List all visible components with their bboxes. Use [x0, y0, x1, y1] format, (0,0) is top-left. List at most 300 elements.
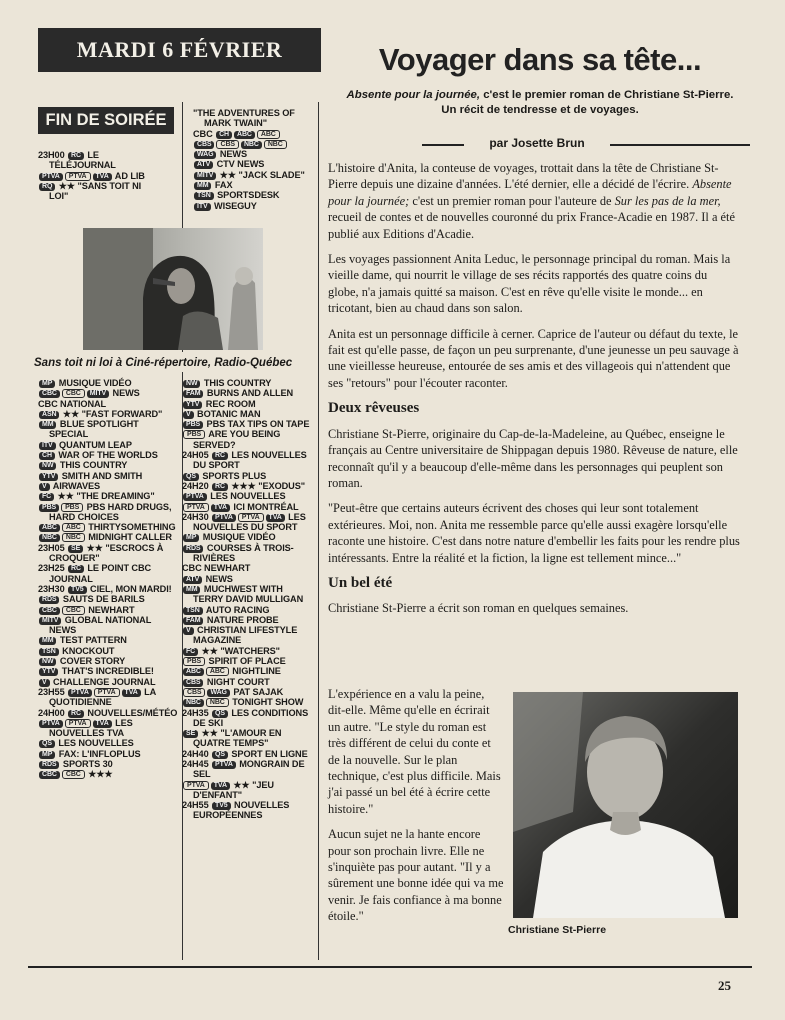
listing-text: AIRWAVES [50, 480, 101, 491]
listing-entry [182, 646, 312, 656]
channel-badge-outline: PBS [183, 430, 205, 439]
listing-text: CHRISTIAN LIFESTYLE MAGAZINE [193, 625, 298, 646]
listing-text: CIEL, MON MARDI! [87, 583, 172, 594]
caption-film-title: Sans toit ni loi [34, 357, 113, 369]
listing-text: SPIRIT OF PLACE [206, 656, 286, 667]
listing-text: 23H55 [38, 686, 68, 697]
date-header-text: MARDI 6 FÉVRIER [76, 37, 283, 62]
film-still-image [83, 228, 263, 350]
listing-entry [38, 450, 178, 460]
listing-text: PBS HARD DRUGS, HARD CHOICES [49, 501, 172, 522]
paragraph-7: Aucun sujet ne la hante encore pour son prochain livre. Elle ne s'inquiète pas pour autant. "Il y a sûrement une bonne idée qui va me venir. Je fais confiance à ma bonne étoile." [328, 827, 504, 924]
listing-entry [182, 388, 312, 398]
channel-badge: SE [68, 545, 83, 553]
author-portrait-photo [513, 692, 738, 918]
listing-text: ★★ "JACK SLADE" [217, 169, 305, 180]
author-photo-caption: Christiane St-Pierre [508, 924, 607, 936]
channel-badge: NW [39, 462, 56, 470]
listing-text: "THE ADVENTURES OF MARK TWAIN" [193, 108, 295, 129]
channel-badge-outline: ABC [62, 523, 85, 532]
channel-badge-outline: CBC [62, 770, 85, 779]
channel-badge: NBC [183, 699, 204, 707]
listing-entry [182, 605, 312, 615]
listing-entry [182, 615, 312, 625]
channel-badge-outline: ABC [257, 130, 280, 139]
listing-text: 24H20 [182, 480, 212, 491]
listing-entry [182, 800, 312, 821]
channel-badge-outline: NBC [62, 533, 85, 542]
listing-text: MIDNIGHT CALLER [85, 532, 172, 543]
channel-badge: V [39, 679, 50, 687]
channel-badge: MM [39, 637, 56, 645]
photo-caption-film [34, 357, 318, 369]
page-number: 25 [718, 978, 731, 993]
listing-text: LES NOUVELLES DU SPORT [193, 511, 306, 533]
channel-badge: TSN [194, 192, 214, 200]
listing-text: LES CONDITIONS DE SKI [193, 707, 309, 728]
listing-entry [38, 749, 178, 759]
listing-text: SPORTSDESK [214, 190, 280, 201]
listing-text: 23H05 [38, 542, 68, 553]
listing-text: SPORTS PLUS [199, 470, 267, 481]
channel-badge: WAG [194, 151, 216, 159]
channel-badge: PTVA [212, 761, 236, 769]
listing-entry [38, 419, 178, 440]
listing-entry [182, 419, 312, 429]
paragraph-2: Les voyages passionnent Anita Leduc, le personnage principal du roman. Mais la vieille dame, qui nourrit le village de ses récits rapportés des quatre coins du globe, n'a jamais quitté sa maison. C'est en rêve qu'elle visite le monde... en tricotant, bien au chaud dans son salon. [328, 252, 731, 316]
listing-entry [182, 409, 312, 419]
channel-badge: SE [183, 730, 198, 738]
listing-entry [182, 677, 312, 687]
listing-entry [38, 181, 158, 202]
channel-badge: TVA [211, 504, 230, 512]
listing-entry [38, 409, 178, 419]
listing-entry [38, 543, 178, 564]
listing-text: 23H00 [38, 150, 68, 160]
listing-text: ARE YOU BEING SERVED? [193, 429, 281, 450]
listing-text: SPORTS 30 [60, 758, 113, 769]
listing-text: WISEGUY [211, 200, 257, 211]
channel-badge: ABC [234, 131, 255, 139]
channel-badge: NW [183, 380, 200, 388]
channel-badge: PTVA [68, 689, 92, 697]
channel-badge-outline: PTVA [65, 719, 91, 728]
subheading-deux-reveuses: Deux rêveuses [328, 400, 420, 417]
channel-badge: YTV [183, 401, 202, 409]
listing-text: 24H55 [182, 800, 212, 811]
listing-text: PBS TAX TIPS ON TAPE [204, 419, 310, 430]
listing-entry [38, 687, 178, 708]
listing-text: SPORT EN LIGNE [228, 748, 308, 759]
p1-book-title-1: Absente pour la journée; [328, 177, 732, 208]
listing-entry [38, 532, 178, 542]
listing-entry [38, 605, 178, 615]
date-header [38, 28, 321, 72]
subtitle-book-title: Absente pour la journée, [346, 89, 481, 101]
channel-badge: QS [183, 473, 199, 481]
channel-badge: QS [39, 740, 55, 748]
listing-text: NATURE PROBE [204, 614, 279, 625]
listing-text: CTV NEWS [214, 159, 265, 170]
listing-entry [38, 440, 178, 450]
listing-entry [38, 666, 178, 676]
listing-text: LES NOUVELLES [55, 738, 134, 749]
paragraph-3: Anita est un personnage difficile à cerner. Caprice de l'auteur ou défaut du texte, le fait est qu'elle passe, de façon un peu surprenante, d'une jeunesse un peu sauvage à une vieillesse heureuse, entourée de ses amis et des villageois qui n'attendent que ses "retours" pour l'écouter raconter. [328, 326, 739, 390]
listing-text: LES NOUVELLES [207, 491, 286, 502]
listing-text: COURSES À TROIS-RIVIÈRES [193, 542, 294, 564]
caption-film-rest: à Ciné-répertoire, Radio-Québec [112, 357, 293, 369]
p1-text-a: L'histoire d'Anita, la conteuse de voyages, trottait dans la tête de Christiane St-Pierre depuis une dizaine d'années. L'été dernier, elle a décidé de l'écrire. [328, 161, 719, 192]
channel-badge: RC [68, 152, 84, 160]
article-title: Voyager dans sa tête... [378, 42, 702, 77]
subtitle-text: c'est le premier roman de Christiane St-Pierre. Un récit de tendresse et de voyages. [441, 89, 734, 116]
listing-text: LE POINT CBC JOURNAL [49, 563, 152, 584]
channel-badge-outline: CBS [183, 688, 205, 697]
channel-badge: PTVA [39, 173, 63, 181]
channel-badge: CBC [39, 607, 60, 615]
listing-text: KNOCKOUT [59, 645, 115, 656]
listing-entry [182, 563, 312, 573]
listing-text: BLUE SPOTLIGHT SPECIAL [49, 419, 139, 440]
listing-entry [38, 677, 178, 687]
channel-badge: PTVA [212, 514, 236, 522]
byline-text: par Josette Brun [489, 136, 585, 150]
listing-entry [193, 159, 313, 169]
listing-text: AD LIB [112, 170, 145, 181]
listing-text: QUANTUM LEAP [56, 439, 132, 450]
channel-badge: ATV [194, 161, 213, 169]
listing-entry [182, 708, 312, 729]
channel-badge: CH [216, 131, 232, 139]
channel-badge: PBS [39, 504, 59, 512]
listing-text: WAR OF THE WORLDS [55, 450, 158, 461]
listing-entry [38, 738, 178, 748]
channel-badge: YTV [39, 668, 58, 676]
listing-text: LA QUOTIDIENNE [49, 686, 156, 708]
listing-text: ★★ "ESCROCS À CROQUER" [49, 542, 164, 564]
channel-badge-outline: PTVA [183, 781, 209, 790]
listing-text: ★★★ "EXODUS" [228, 480, 305, 491]
channel-badge: MP [39, 751, 55, 759]
channel-badge: TVA [93, 173, 112, 181]
channel-badge: ABC [183, 668, 204, 676]
listing-text: COVER STORY [57, 656, 126, 667]
channel-badge: TVA [266, 514, 285, 522]
channel-badge: RC [212, 483, 228, 491]
channel-badge: FAM [183, 390, 203, 398]
listing-text: ICI MONTRÉAL [230, 501, 299, 512]
channel-badge: ABC [39, 524, 60, 532]
listing-entry [38, 150, 158, 171]
channel-badge: CH [39, 452, 55, 460]
listing-text: 23H30 [38, 583, 68, 594]
listing-text: THIRTYSOMETHING [85, 522, 176, 533]
listing-entry [38, 471, 178, 481]
listing-text: NIGHTLINE [229, 666, 281, 677]
listing-entry [182, 512, 312, 533]
listing-text: NOUVELLES EUROPÉENNES [193, 800, 290, 821]
channel-badge: NBC [39, 534, 60, 542]
author-portrait-image [513, 692, 738, 918]
channel-badge: MP [183, 534, 199, 542]
channel-badge: CBS [183, 679, 203, 687]
listing-text: ★★ "WATCHERS" [199, 645, 280, 656]
channel-badge-outline: CBS [216, 140, 238, 149]
listing-entry [193, 108, 313, 129]
listing-entry [182, 471, 312, 481]
channel-badge: RDS [39, 761, 59, 769]
listing-entry [182, 780, 312, 801]
listing-text: CBC NEWHART [182, 563, 251, 574]
byline-rule-right [610, 144, 750, 146]
listing-text: 23H25 [38, 563, 68, 574]
listing-entry [182, 666, 312, 676]
listing-text: ★★ "JEU D'ENFANT" [193, 779, 274, 800]
paragraph-6: L'expérience en a valu la peine, dit-elle. Même qu'elle en écrirait un autre. "Le style du roman est très différent de celui du conte et de la nouvelle. Sur le plan technique, c'est plus difficile. Mais j'ai passé un bel été à écrire cette histoire." [328, 687, 501, 816]
article-body-narrow [328, 686, 504, 934]
channel-badge: MM [183, 586, 200, 594]
listing-text: FAX [212, 180, 233, 191]
listing-text: NEWS [110, 388, 140, 399]
listing-entry [182, 584, 312, 605]
listing-text: 24H35 [182, 707, 212, 718]
channel-badge: MITV [39, 617, 61, 625]
listing-text: NEWHART [85, 604, 135, 615]
listing-entry [182, 656, 312, 666]
listing-entry [182, 378, 312, 388]
listing-entry [182, 481, 312, 491]
listing-text: BOTANIC MAN [194, 408, 261, 419]
listing-entry [38, 635, 178, 645]
listing-text: SAUTS DE BARILS [60, 594, 145, 605]
channel-badge: RDS [183, 545, 203, 553]
listing-entry [38, 378, 178, 388]
channel-badge: TSN [183, 607, 203, 615]
section-title [38, 107, 174, 134]
channel-badge: YTV [39, 473, 58, 481]
listing-entry [182, 502, 312, 512]
channel-badge: FC [39, 493, 54, 501]
listing-text: ★★ "FAST FORWARD" [60, 408, 163, 419]
listing-entry [38, 759, 178, 769]
listing-entry [193, 201, 313, 211]
listing-text: 24H40 [182, 748, 212, 759]
channel-badge: ITV [39, 442, 56, 450]
listing-text: GLOBAL NATIONAL NEWS [49, 614, 152, 636]
channel-badge: TVA [211, 782, 230, 790]
channel-badge: CBC [39, 771, 60, 779]
channel-badge-outline: PTVA [183, 503, 209, 512]
listing-entry [38, 399, 178, 409]
channel-badge-outline: PTVA [65, 172, 91, 181]
channel-badge-outline: PTVA [94, 688, 120, 697]
listing-entry [182, 574, 312, 584]
listing-entry [193, 129, 313, 139]
channel-badge-outline: PTVA [238, 513, 264, 522]
listing-text: 24H00 [38, 707, 68, 718]
p1-text-b: c'est un premier roman pour l'auteure de [409, 193, 615, 208]
listing-text: 24H45 [182, 758, 212, 769]
listing-text: CHALLENGE JOURNAL [50, 676, 156, 687]
listing-text: ★★ "SANS TOIT NI LOI" [49, 180, 142, 202]
listing-entry [182, 687, 312, 697]
p1-text-c: recueil de contes et de nouvelles couronné du prix France-Acadie en 1987. Il a été publié aux Editions d'Acadie. [328, 210, 736, 241]
channel-badge: PTVA [183, 493, 207, 501]
channel-badge-outline: CBC [62, 389, 85, 398]
channel-badge: NBC [241, 141, 262, 149]
bottom-rule [28, 966, 752, 968]
paragraph-5: "Peut-être que certains auteurs écrivent des choses qui leur sont totalement extérieures. Moi, non. Anita me ressemble parce qu'elle aussi exagère lorsqu'elle raconte une histoire. C'est dans notre nature d'embellir les faits pour les rendre plus intéressants. Entre la réalité et la fiction, la ligne est tellement mince..." [328, 501, 740, 565]
listing-entry [182, 625, 312, 646]
listing-entry [182, 749, 312, 759]
channel-badge: RQ [39, 183, 55, 191]
listing-entry [182, 728, 312, 749]
listing-entry [182, 697, 312, 707]
listing-text: ★★ "THE DREAMING" [55, 491, 155, 502]
listing-text: NIGHT COURT [204, 676, 270, 687]
channel-badge: CBC [39, 390, 60, 398]
listing-entry [182, 491, 312, 501]
channel-badge-outline: ABC [206, 667, 229, 676]
listing-entry [38, 646, 178, 656]
channel-badge: ATV [183, 576, 202, 584]
channel-badge: MM [194, 182, 211, 190]
listing-text: THAT'S INCREDIBLE! [59, 666, 154, 677]
listing-entry [38, 171, 158, 181]
channel-badge: NW [39, 658, 56, 666]
tv-listing-col1-top [38, 150, 158, 201]
channel-badge: PBS [183, 421, 203, 429]
listing-entry [38, 460, 178, 470]
channel-badge: FAM [183, 617, 203, 625]
listing-entry [38, 594, 178, 604]
listing-entry [182, 450, 312, 471]
channel-badge: ASN [39, 411, 59, 419]
listing-entry [38, 656, 178, 666]
listing-text: THIS COUNTRY [201, 378, 272, 388]
listing-entry [38, 563, 178, 584]
listing-entry [38, 718, 178, 739]
listing-text: LES NOUVELLES TVA [49, 717, 133, 739]
channel-badge: V [183, 411, 194, 419]
listing-text: SMITH AND SMITH [59, 470, 143, 481]
subheading-un-bel-ete: Un bel été [328, 574, 393, 591]
listing-entry [38, 388, 178, 398]
listing-entry [38, 502, 178, 523]
channel-badge: TSN [39, 648, 59, 656]
listing-entry [182, 532, 312, 542]
listing-entry [193, 149, 313, 159]
section-title-text: FIN DE SOIRÉE [45, 111, 167, 129]
tv-listing-col2-top [193, 108, 313, 211]
listing-entry [193, 180, 313, 190]
channel-badge-outline: PBS [61, 503, 83, 512]
listing-text: NOUVELLES/MÉTÉO [84, 707, 178, 718]
channel-badge: QS [212, 751, 228, 759]
listing-text: TONIGHT SHOW [229, 697, 304, 708]
listing-text: THIS COUNTRY [57, 460, 128, 471]
channel-badge: TVA [122, 689, 141, 697]
paragraph-1 [328, 160, 740, 242]
channel-badge: TV5 [212, 802, 231, 810]
listing-text: ★★ "L'AMOUR EN QUATRE TEMPS" [193, 728, 282, 749]
listing-entry [182, 399, 312, 409]
channel-badge: FC [183, 648, 198, 656]
listing-entry [193, 139, 313, 149]
listing-text: MUSIQUE VIDÉO [56, 378, 132, 388]
article-subtitle [345, 88, 735, 117]
listing-entry [182, 759, 312, 780]
channel-badge: CBS [194, 141, 214, 149]
listing-text: 24H30 [182, 511, 212, 522]
listing-text: BURNS AND ALLEN [204, 388, 294, 399]
listing-text: LES NOUVELLES DU SPORT [193, 450, 307, 471]
listing-text: CBC [193, 128, 216, 139]
channel-badge: WAG [207, 689, 229, 697]
listing-entry [38, 481, 178, 491]
channel-badge-outline: CBC [62, 606, 85, 615]
listing-entry [38, 615, 178, 636]
listing-text: ★★★ [85, 769, 113, 780]
channel-badge-outline: NBC [264, 140, 287, 149]
listing-text: CBC NATIONAL [38, 398, 107, 409]
listing-entry [38, 491, 178, 501]
channel-badge: QS [212, 710, 228, 718]
listing-text: 24H05 [182, 450, 212, 461]
listing-text: TEST PATTERN [57, 635, 127, 646]
channel-badge: TV5 [68, 586, 87, 594]
channel-badge: RC [212, 452, 228, 460]
listing-text: LE TÉLÉJOURNAL [49, 150, 116, 171]
channel-badge: RDS [39, 596, 59, 604]
tv-listing-col1 [38, 378, 178, 780]
channel-badge: RC [68, 710, 84, 718]
column-divider-2 [318, 102, 319, 960]
listing-entry [182, 543, 312, 564]
listing-text: MUCHWEST WITH TERRY DAVID MULLIGAN [193, 583, 304, 605]
listing-entry [38, 769, 178, 779]
channel-badge-outline: PBS [183, 657, 205, 666]
channel-badge-outline: NBC [206, 698, 229, 707]
channel-badge: MITV [194, 172, 216, 180]
channel-badge: MM [39, 421, 56, 429]
channel-badge: RC [68, 565, 84, 573]
listing-text: FAX: L'INFLOPLUS [56, 748, 141, 759]
listing-entry [38, 708, 178, 718]
listing-entry [38, 522, 178, 532]
tv-listing-col2 [182, 378, 312, 821]
listing-entry [182, 429, 312, 450]
listing-text: MUSIQUE VIDÉO [200, 532, 276, 543]
listing-text: AUTO RACING [203, 604, 270, 615]
listing-text: PAT SAJAK [230, 686, 284, 697]
film-still-photo [83, 228, 263, 350]
listing-text: NEWS [203, 573, 233, 584]
channel-badge: ITV [194, 203, 211, 211]
listing-text: MONGRAIN DE SEL [193, 758, 305, 780]
channel-badge: V [39, 483, 50, 491]
channel-badge: MITV [87, 390, 109, 398]
channel-badge: PTVA [39, 720, 63, 728]
article-body [328, 160, 740, 617]
paragraph-6-intro: Christiane St-Pierre a écrit son roman en quelques semaines. [328, 601, 629, 616]
channel-badge: MP [39, 380, 55, 388]
channel-badge: TVA [93, 720, 112, 728]
listing-entry [193, 190, 313, 200]
listing-text: REC ROOM [203, 398, 256, 409]
channel-badge: V [183, 627, 194, 635]
listing-text: NEWS [217, 149, 248, 160]
